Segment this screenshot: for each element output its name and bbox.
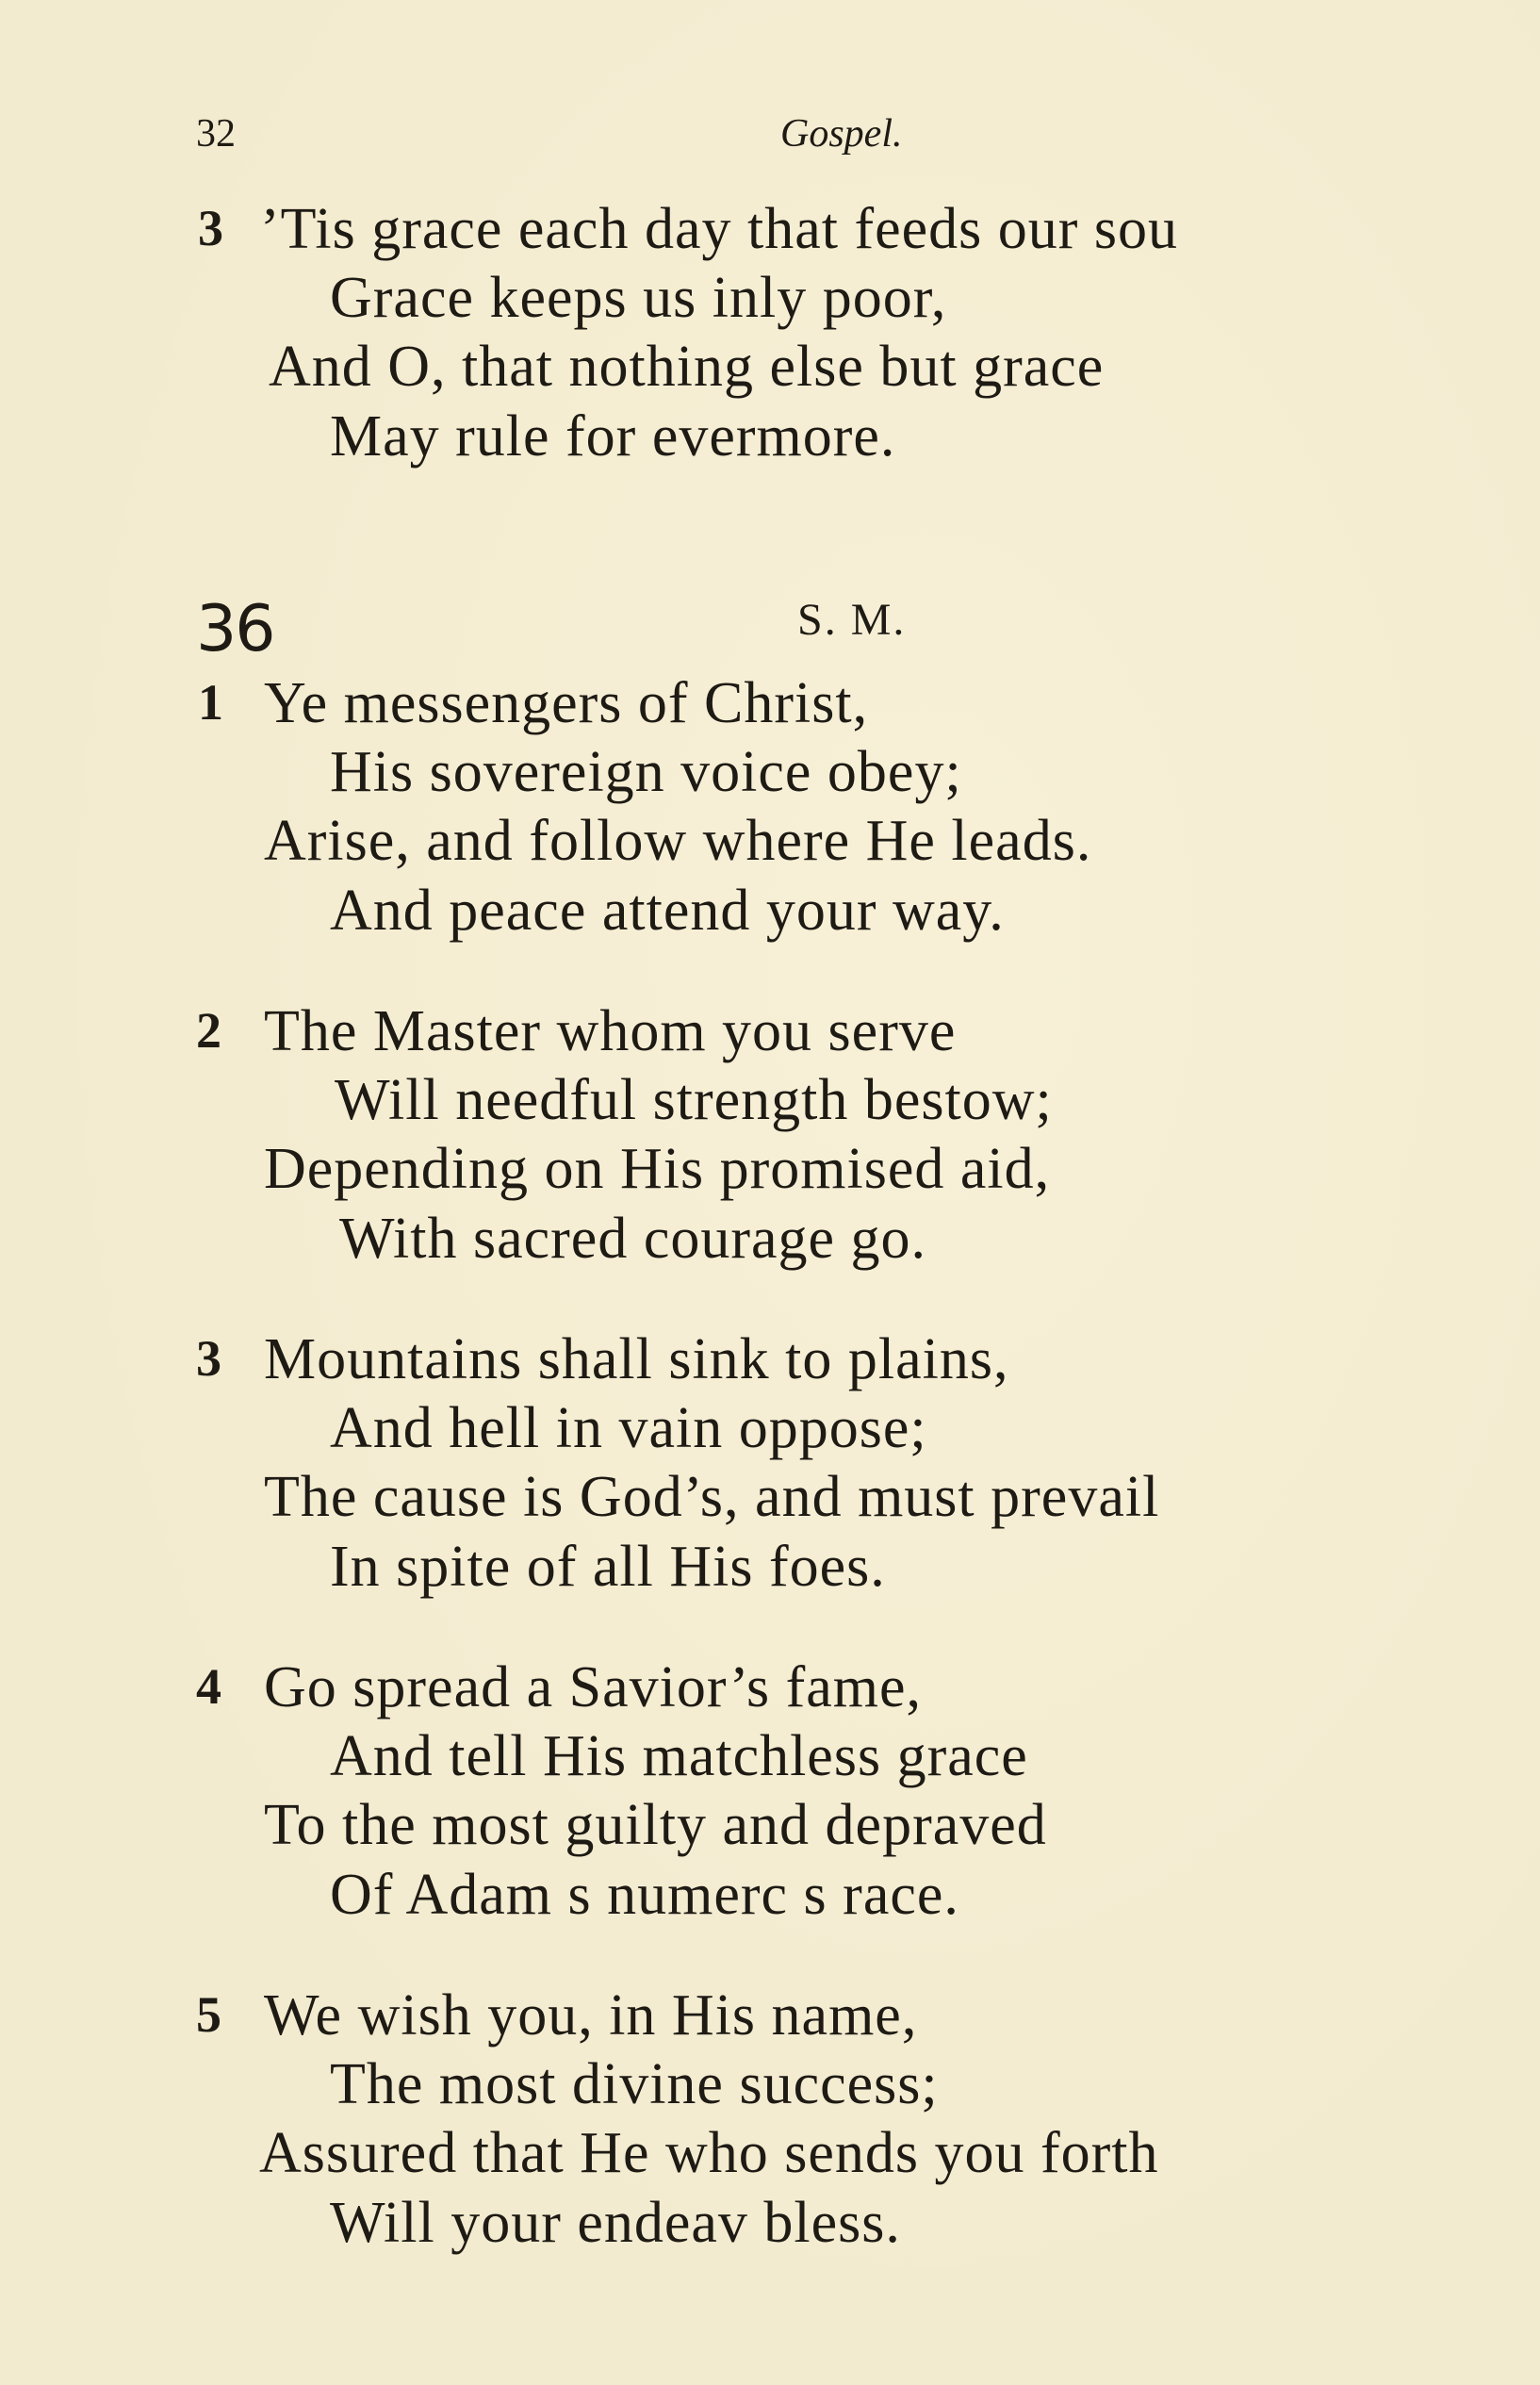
verse-line: Go spread a Savior’s fame, [264,1655,923,1719]
verse-line: Will needful strength bestow; [335,1068,1053,1132]
verse-line: And hell in vain oppose; [330,1396,927,1460]
page-number: 32 [196,112,236,156]
verse-line: Grace keeps us inly poor, [330,266,947,330]
hymn-meter: S. M. [797,595,907,645]
verse-line: May rule for evermore. [330,404,896,469]
verse-line: The cause is God’s, and must prevail [264,1465,1160,1529]
verse-line: With sacred courage go. [339,1207,927,1271]
verse-line: And tell His matchless grace [330,1724,1028,1788]
verse-line: In spite of all His foes. [330,1535,886,1599]
verse-line: Depending on His promised aid, [264,1137,1051,1201]
stanza-number: 4 [196,1658,221,1715]
verse-line: We wish you, in His name, [264,1983,918,2048]
verse-line: The most divine success; [330,2052,939,2116]
running-head: Gospel. [780,112,903,156]
verse-line: To the most guilty and depraved [264,1793,1047,1857]
verse-line: Mountains shall sink to plains, [264,1327,1009,1391]
stanza-number: 2 [196,1002,221,1059]
verse-line: Ye messengers of Christ, [264,671,869,735]
stanza-number: 3 [196,1330,221,1387]
verse-line: Arise, and follow where He leads. [264,809,1092,873]
verse-line: Will your endeav bless. [330,2191,901,2255]
verse-line: ’Tis grace each day that feeds our sou [260,197,1179,261]
verse-line: His sovereign voice obey; [330,740,962,804]
verse-line: And peace attend your way. [330,879,1005,943]
verse-line: And O, that nothing else but grace [269,335,1105,399]
stanza-number: 5 [196,1986,221,2043]
stanza-number: 1 [198,674,223,731]
stanza-number: 3 [198,200,223,256]
verse-line: Of Adam s numerc s race. [330,1863,959,1927]
verse-line: Assured that He who sends you forth [259,2121,1159,2185]
verse-line: The Master whom you serve [264,999,957,1063]
hymn-number: 36 [196,592,274,666]
